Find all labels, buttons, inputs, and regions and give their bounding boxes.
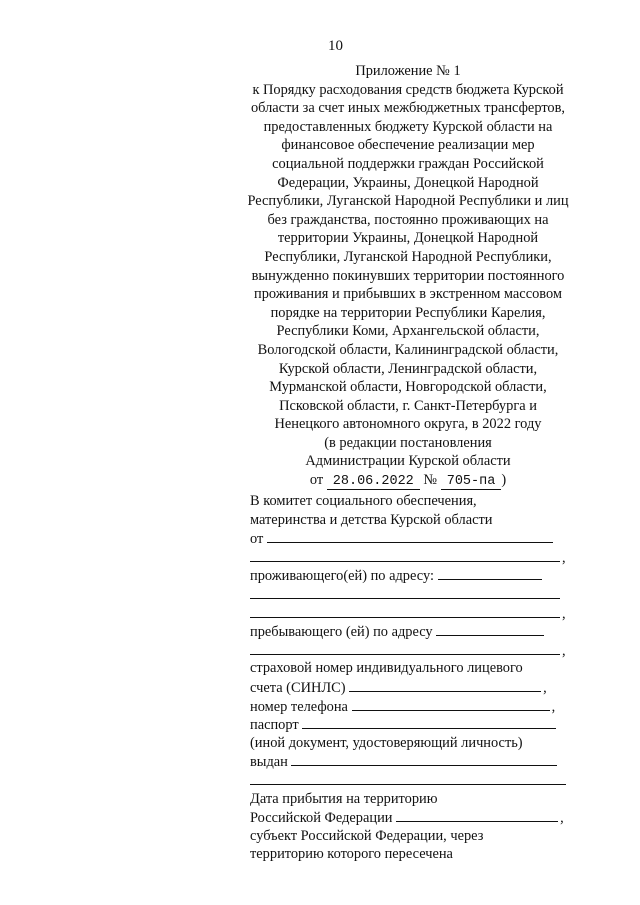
appendix-line: Курской области, Ленинградской области, — [278, 360, 538, 377]
edition-number-sign: № — [423, 472, 438, 489]
application-form — [250, 492, 580, 864]
arrival-row — [250, 808, 580, 827]
staying-address-field-line2[interactable] — [250, 641, 560, 655]
issued-row — [250, 752, 580, 771]
appendix-line: территории Украины, Донецкой Народной — [277, 230, 539, 247]
edition-close: ) — [501, 472, 507, 489]
addressee-line: В комитет социального обеспечения, — [250, 493, 477, 509]
issued-field[interactable] — [291, 752, 557, 766]
edition-line — [228, 471, 588, 492]
appendix-line: Федерации, Украины, Донецкой Народной — [277, 174, 539, 191]
phone-label: номер телефона — [250, 698, 348, 715]
snils-row — [250, 678, 580, 697]
staying-label: пребывающего (ей) по адресу — [250, 624, 433, 641]
appendix-line: без гражданства, постоянно проживающих на — [267, 211, 549, 228]
from-name-field[interactable] — [267, 529, 553, 543]
phone-row — [250, 697, 580, 716]
passport-field[interactable] — [302, 715, 556, 729]
from-row — [250, 529, 580, 548]
addressee-line: материнства и детства Курской области — [250, 511, 493, 528]
snils-label-row: страховой номер индивидуального лицевого — [250, 660, 523, 677]
issued-field-line2[interactable] — [250, 771, 566, 785]
staying-row-continued — [250, 641, 580, 660]
phone-field[interactable] — [352, 697, 550, 711]
comma: , — [551, 698, 556, 715]
appendix-line: Псковской области, г. Санкт-Петербурга и — [279, 397, 537, 414]
comma: , — [562, 605, 566, 622]
passport-row — [250, 715, 580, 734]
appendix-line: предоставленных бюджету Курской области на — [263, 118, 553, 135]
subject-label-row: территорию которого пересечена — [250, 846, 453, 863]
residing-address-field-line3[interactable] — [250, 604, 560, 618]
residing-address-field[interactable] — [438, 566, 542, 580]
arrival-date-field[interactable] — [396, 808, 558, 822]
appendix-line: Республики, Луганской Народной Республики, — [264, 248, 552, 265]
arrival-label: Российской Федерации — [250, 810, 393, 827]
passport-label: паспорт — [250, 717, 299, 734]
snils-label: счета (СИНЛС) — [250, 679, 346, 696]
appendix-line: Республики, Луганской Народной Республики и лиц — [247, 193, 569, 210]
appendix-line: области за счет иных межбюджетных трансфертов, — [250, 100, 566, 117]
appendix-line: социальной поддержки граждан Российской — [272, 155, 544, 172]
subject-label-row: субъект Российской Федерации, через — [250, 827, 484, 844]
edition-number: 705-па — [441, 474, 502, 490]
residing-address-field-line2[interactable] — [250, 585, 560, 599]
residing-row-continued — [250, 585, 580, 604]
residing-label: проживающего(ей) по адресу: — [250, 568, 434, 585]
appendix-line: Республики Коми, Архангельской области, — [276, 323, 540, 340]
appendix-line: Ненецкого автономного округа, в 2022 году — [274, 416, 542, 433]
appendix-line: Мурманской области, Новгородской области, — [269, 379, 547, 396]
appendix-line: финансовое обеспечение реализации мер — [281, 137, 535, 154]
issued-row-continued — [250, 771, 580, 790]
appendix-line: (в редакции постановления — [324, 434, 492, 451]
appendix-line: проживания и прибывших в экстренном массовом — [254, 286, 562, 303]
staying-row — [250, 622, 580, 641]
snils-field[interactable] — [349, 678, 541, 692]
from-label: от — [250, 531, 264, 548]
page-number: 10 — [328, 38, 343, 54]
appendix-line: Приложение № 1 — [355, 63, 461, 79]
issued-label: выдан — [250, 754, 288, 771]
appendix-line: порядке на территории Республики Карелия, — [270, 304, 546, 321]
comma: , — [543, 679, 547, 696]
other-doc-label: (иной документ, удостоверяющий личность) — [250, 734, 523, 751]
appendix-line: вынужденно покинувших территории постоянного — [251, 267, 565, 284]
residing-row-continued — [250, 604, 580, 623]
residing-row — [250, 566, 580, 585]
from-row-continued — [250, 548, 580, 567]
appendix-line: Вологодской области, Калининградской области, — [257, 341, 559, 358]
appendix-line: Администрации Курской области — [305, 453, 511, 470]
comma: , — [560, 810, 564, 827]
appendix-line: к Порядку расходования средств бюджета Курской — [252, 81, 564, 98]
edition-prefix: от — [309, 472, 324, 489]
arrival-label-row: Дата прибытия на территорию — [250, 790, 438, 807]
staying-address-field[interactable] — [436, 622, 544, 636]
comma: , — [562, 549, 566, 566]
comma: , — [562, 642, 566, 659]
appendix-header — [228, 62, 588, 492]
edition-date: 28.06.2022 — [327, 474, 420, 490]
from-name-field-continued[interactable] — [250, 548, 560, 562]
